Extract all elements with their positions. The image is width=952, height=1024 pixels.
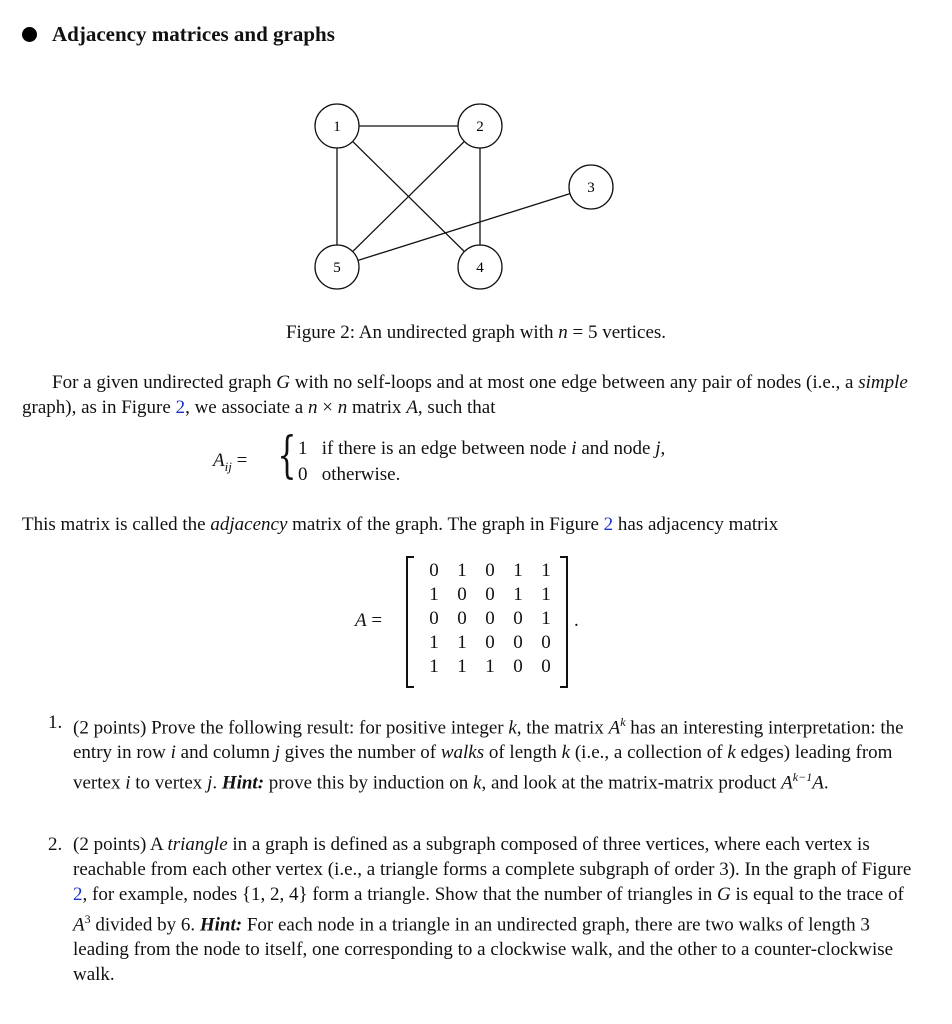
matrix-cell: 0 xyxy=(485,632,495,653)
graph-node-4 xyxy=(458,245,502,289)
matrix-cell: 0 xyxy=(457,584,467,605)
matrix-cell: 1 xyxy=(457,632,467,653)
matrix-cell: 1 xyxy=(457,560,467,581)
matrix-cell: 1 xyxy=(541,560,551,581)
matrix-cell: 0 xyxy=(485,584,495,605)
graph-edges xyxy=(337,126,591,267)
matrix-cell: 0 xyxy=(513,632,523,653)
section-heading xyxy=(22,22,335,47)
figure-ref-link[interactable]: 2 xyxy=(603,514,614,535)
matrix-cell: 0 xyxy=(457,608,467,629)
node-label: 3 xyxy=(587,180,595,196)
matrix-cell: 1 xyxy=(485,656,495,677)
matrix-cell: 0 xyxy=(541,656,551,677)
matrix-cell: 1 xyxy=(429,584,439,605)
graph-node-2 xyxy=(458,104,502,148)
right-bracket xyxy=(560,556,568,688)
matrix-cell: 0 xyxy=(541,632,551,653)
figure-ref-link[interactable]: 2 xyxy=(73,884,83,905)
adjacency-matrix xyxy=(406,556,568,686)
matrix-cell: 0 xyxy=(485,560,495,581)
definition-case-1: 1 if there is an edge between node i and node j, xyxy=(298,438,666,459)
bullet-icon xyxy=(22,27,37,42)
node-label: 5 xyxy=(333,260,341,276)
matrix-cell: 0 xyxy=(429,608,439,629)
matrix-cell: 1 xyxy=(513,584,523,605)
matrix-cell: 1 xyxy=(541,608,551,629)
matrix-intro-paragraph: This matrix is called the adjacency matrix of the graph. The graph in Figure 2 has adjacency matrix xyxy=(22,514,779,535)
graph-nodes xyxy=(315,104,613,289)
definition-lhs: $A_{ij}$ = xyxy=(213,450,248,474)
matrix-cell: 0 xyxy=(513,608,523,629)
graph-figure xyxy=(300,96,640,296)
graph-node-5 xyxy=(315,245,359,289)
problem-item-1: 1. (2 points) Prove the following result: for positive integer k, the matrix $A^k$ has an interesting interpretation: the entry in row i and column j gives the number of walks of length k (i.e., a collection of k edges) leading from vertex i to vertex j. Hint: prove this by induction on k, and look at the matrix-matrix product $A^{k-1}A$. xyxy=(48,710,918,796)
definition-case-2: 0 otherwise. xyxy=(298,464,401,485)
left-bracket xyxy=(406,556,414,688)
matrix-grid xyxy=(420,560,560,680)
brace-symbol: { xyxy=(277,426,297,484)
problem-item-2: 2. (2 points) A triangle in a graph is defined as a subgraph composed of three vertices, where each vertex is reachable from each other vertex (i.e., a triangle forms a complete subgraph of order 3). In the graph of Figure 2, for example, nodes {1, 2, 4} form a triangle. Show that the number of triangles in G is equal to the trace of $A^3$ divided by 6. Hint: For each node in a triangle in an undirected graph, there are two walks of length 3 leading from the node to itself, one corresponding to a clockwise walk, and the other to a counter-clockwise walk. xyxy=(48,832,918,987)
problem-text: (2 points) A triangle in a graph is defined as a subgraph composed of three vertices, where each vertex is reachable from each other vertex (i.e., a triangle forms a complete subgraph of order 3). In the graph of Figure 2, for example, nodes {1, 2, 4} form a triangle. Show that the number of triangles in G is equal to the trace of $A^3$ divided by 6. Hint: For each node in a triangle in an undirected graph, there are two walks of length 3 leading from the node to itself, one corresponding to a clockwise walk, and the other to a counter-clockwise walk. xyxy=(73,834,912,986)
matrix-lhs: A = xyxy=(355,610,383,631)
node-label: 4 xyxy=(476,260,484,276)
matrix-cell: 1 xyxy=(429,656,439,677)
figure-caption: Figure 2: An undirected graph with n = 5 vertices. xyxy=(285,322,667,343)
graph-node-3 xyxy=(569,165,613,209)
matrix-cell: 0 xyxy=(513,656,523,677)
matrix-cell: 1 xyxy=(541,584,551,605)
figure-ref-link[interactable]: 2 xyxy=(175,397,186,418)
node-label: 2 xyxy=(476,119,484,135)
problem-text: (2 points) Prove the following result: for positive integer k, the matrix $A^k$ has an interesting interpretation: the entry in row i and column j gives the number of walks of length k (i.e., a collection of k edges) leading from vertex i to vertex j. Hint: prove this by induction on k, and look at the matrix-matrix product $A^{k-1}A$. xyxy=(73,715,904,794)
matrix-cell: 1 xyxy=(429,632,439,653)
graph-node-1 xyxy=(315,104,359,148)
node-label: 1 xyxy=(333,119,341,135)
matrix-cell: 0 xyxy=(485,608,495,629)
section-title: Adjacency matrices and graphs xyxy=(52,22,335,46)
matrix-cell: 1 xyxy=(457,656,467,677)
matrix-cell: 1 xyxy=(513,560,523,581)
intro-paragraph: For a given undirected graph G with no self-loops and at most one edge between any pair of nodes (i.e., a simple graph), as in Figure 2, we associate a n × n matrix A, such that xyxy=(22,372,908,418)
matrix-period: . xyxy=(574,610,579,631)
matrix-cell: 0 xyxy=(429,560,439,581)
